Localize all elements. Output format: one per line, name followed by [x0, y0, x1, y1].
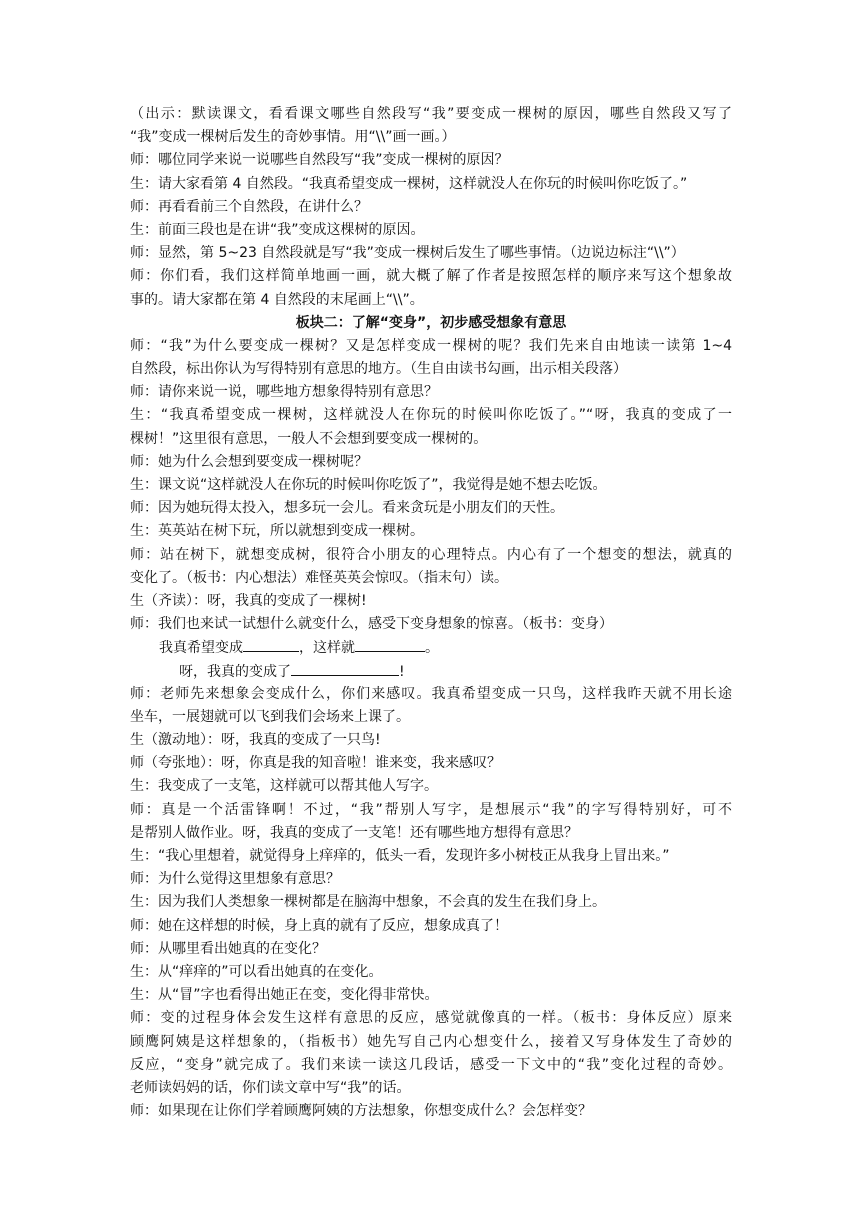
- text-line: 师：因为她玩得太投入，想多玩一会儿。看来贪玩是小朋友们的天性。: [130, 500, 564, 517]
- text-line: 师：再看看前三个自然段，在讲什么？: [130, 198, 368, 215]
- fill-blank: [243, 636, 299, 652]
- text-line: 师：哪位同学来说一说哪些自然段写“我”变成一棵树的原因？: [130, 152, 509, 169]
- text-line: 师：真是一个活雷锋啊！不过，“我”帮别人写字，是想展示“我”的字写得特别好，可不: [130, 801, 732, 818]
- text-line: 师：为什么觉得这里想象有意思？: [130, 871, 340, 888]
- text-line: 顾鹰阿姨是这样想象的，（指板书）她先写自己内心想变什么，接着又写身体发生了奇妙的: [130, 1033, 732, 1050]
- fill-text: 我真希望变成: [159, 640, 243, 657]
- text-line: 变化了。（板书：内心想法）难怪英英会惊叹。（指末句）读。: [130, 569, 508, 586]
- text-line: 师：站在树下，就想变成树，很符合小朋友的心理特点。内心有了一个想变的想法，就真的: [130, 546, 732, 563]
- text-line: 生：从“冒”字也看得出她正在变，变化得非常快。: [130, 987, 439, 1004]
- text-line: 生：因为我们人类想象一棵树都是在脑海中想象，不会真的发生在我们身上。: [130, 894, 606, 911]
- text-line: 生：课文说“这样就没人在你玩的时候叫你吃饭了”，我觉得是她不想去吃饭。: [130, 477, 607, 493]
- text-line: 自然段，标出你认为写得特别有意思的地方。（生自由读书勾画，出示相关段落）: [130, 361, 627, 378]
- text-line: 生：从“痒痒的”可以看出她真的在变化。: [130, 963, 383, 980]
- text-line: 师：我们也来试一试想什么就变什么，感受下变身想象的惊喜。（板书：变身）: [130, 616, 613, 633]
- text-line: “我”变成一棵树后发生的奇妙事情。用“\\”画一画。）: [130, 129, 456, 146]
- text-line: 师：她为什么会想到要变成一棵树呢？: [130, 453, 368, 470]
- document-body: [130, 103, 732, 1123]
- fill-text: !: [399, 663, 405, 680]
- text-line: 师：她在这样想的时候，身上真的就有了反应，想象成真了！: [130, 917, 508, 934]
- text-line: 事的。请大家都在第 4 自然段的末尾画上“\\”。: [130, 291, 424, 308]
- text-line: 坐车，一展翅就可以飞到我们会场来上课了。: [130, 708, 410, 725]
- text-line: 是帮别人做作业。呀，我真的变成了一支笔！还有哪些地方想得有意思？: [130, 824, 578, 841]
- text-line: 师：显然，第 5~23 自然段就是写“我”变成一棵树后发生了哪些事情。（边说边标注“\\”）: [130, 245, 685, 262]
- text-line: 生：前面三段也是在讲“我”变成这棵树的原因。: [130, 221, 425, 238]
- fill-in-line-1: [130, 636, 732, 659]
- text-line: 生：“我真希望变成一棵树，这样就没人在你玩的时候叫你吃饭了。”“呀，我真的变成了一: [130, 407, 732, 424]
- text-line: 棵树！”这里很有意思，一般人不会想到要变成一棵树的。: [130, 430, 488, 447]
- fill-text: 呀，我真的变成了: [179, 663, 291, 680]
- text-line: 生（齐读）：呀，我真的变成了一棵树!: [130, 592, 367, 609]
- text-line: 生：请大家看第 4 自然段。“我真希望变成一棵树，这样就没人在你玩的时候叫你吃饭了。”: [130, 175, 688, 192]
- text-line: 师：“我”为什么要变成一棵树？又是怎样变成一棵树的呢？我们先来自由地读一读第 1~4: [130, 337, 732, 354]
- text-line: 反应，“变身”就完成了。我们来读一读这几段话，感受一下文中的“我”变化过程的奇妙。: [130, 1056, 732, 1073]
- text-line: 师：从哪里看出她真的在变化？: [130, 940, 326, 957]
- text-line: 师：如果现在让你们学着顾鹰阿姨的方法想象，你想变成什么？会怎样变？: [130, 1103, 592, 1120]
- text-line: 生：我变成了一支笔，这样就可以帮其他人写字。: [130, 778, 438, 795]
- text-line: 师（夸张地）：呀，你真是我的知音啦！谁来变，我来感叹？: [130, 755, 501, 772]
- text-line: 生（激动地）：呀，我真的变成了一只鸟!: [130, 732, 381, 749]
- text-line: （出示：默读课文，看看课文哪些自然段写“我”要变成一棵树的原因，哪些自然段又写了: [130, 106, 732, 122]
- fill-blank: [355, 636, 425, 652]
- section-heading: 板块二：了解“变身”，初步感受想象有意思: [295, 314, 567, 331]
- text-line: 师：变的过程身体会发生这样有意思的反应，感觉就像真的一样。（板书：身体反应）原来: [130, 1010, 732, 1027]
- fill-text: 。: [425, 640, 439, 657]
- fill-text: ，这样就: [299, 640, 355, 657]
- fill-in-line-2: [130, 660, 732, 683]
- text-line: 生：“我心里想着，就觉得身上痒痒的，低头一看，发现许多小树枝正从我身上冒出来。”: [130, 848, 670, 864]
- text-line: 师：你们看，我们这样简单地画一画，就大概了解了作者是按照怎样的顺序来写这个想象故: [130, 268, 732, 285]
- fill-blank: [291, 660, 399, 676]
- text-line: 师：老师先来想象会变成什么，你们来感叹。我真希望变成一只鸟，这样我昨天就不用长途: [130, 685, 732, 702]
- text-line: 师：请你来说一说，哪些地方想象得特别有意思？: [130, 384, 438, 401]
- text-line: 老师读妈妈的话，你们读文章中写“我”的话。: [130, 1079, 411, 1096]
- text-line: 生：英英站在树下玩，所以就想到变成一棵树。: [130, 523, 424, 540]
